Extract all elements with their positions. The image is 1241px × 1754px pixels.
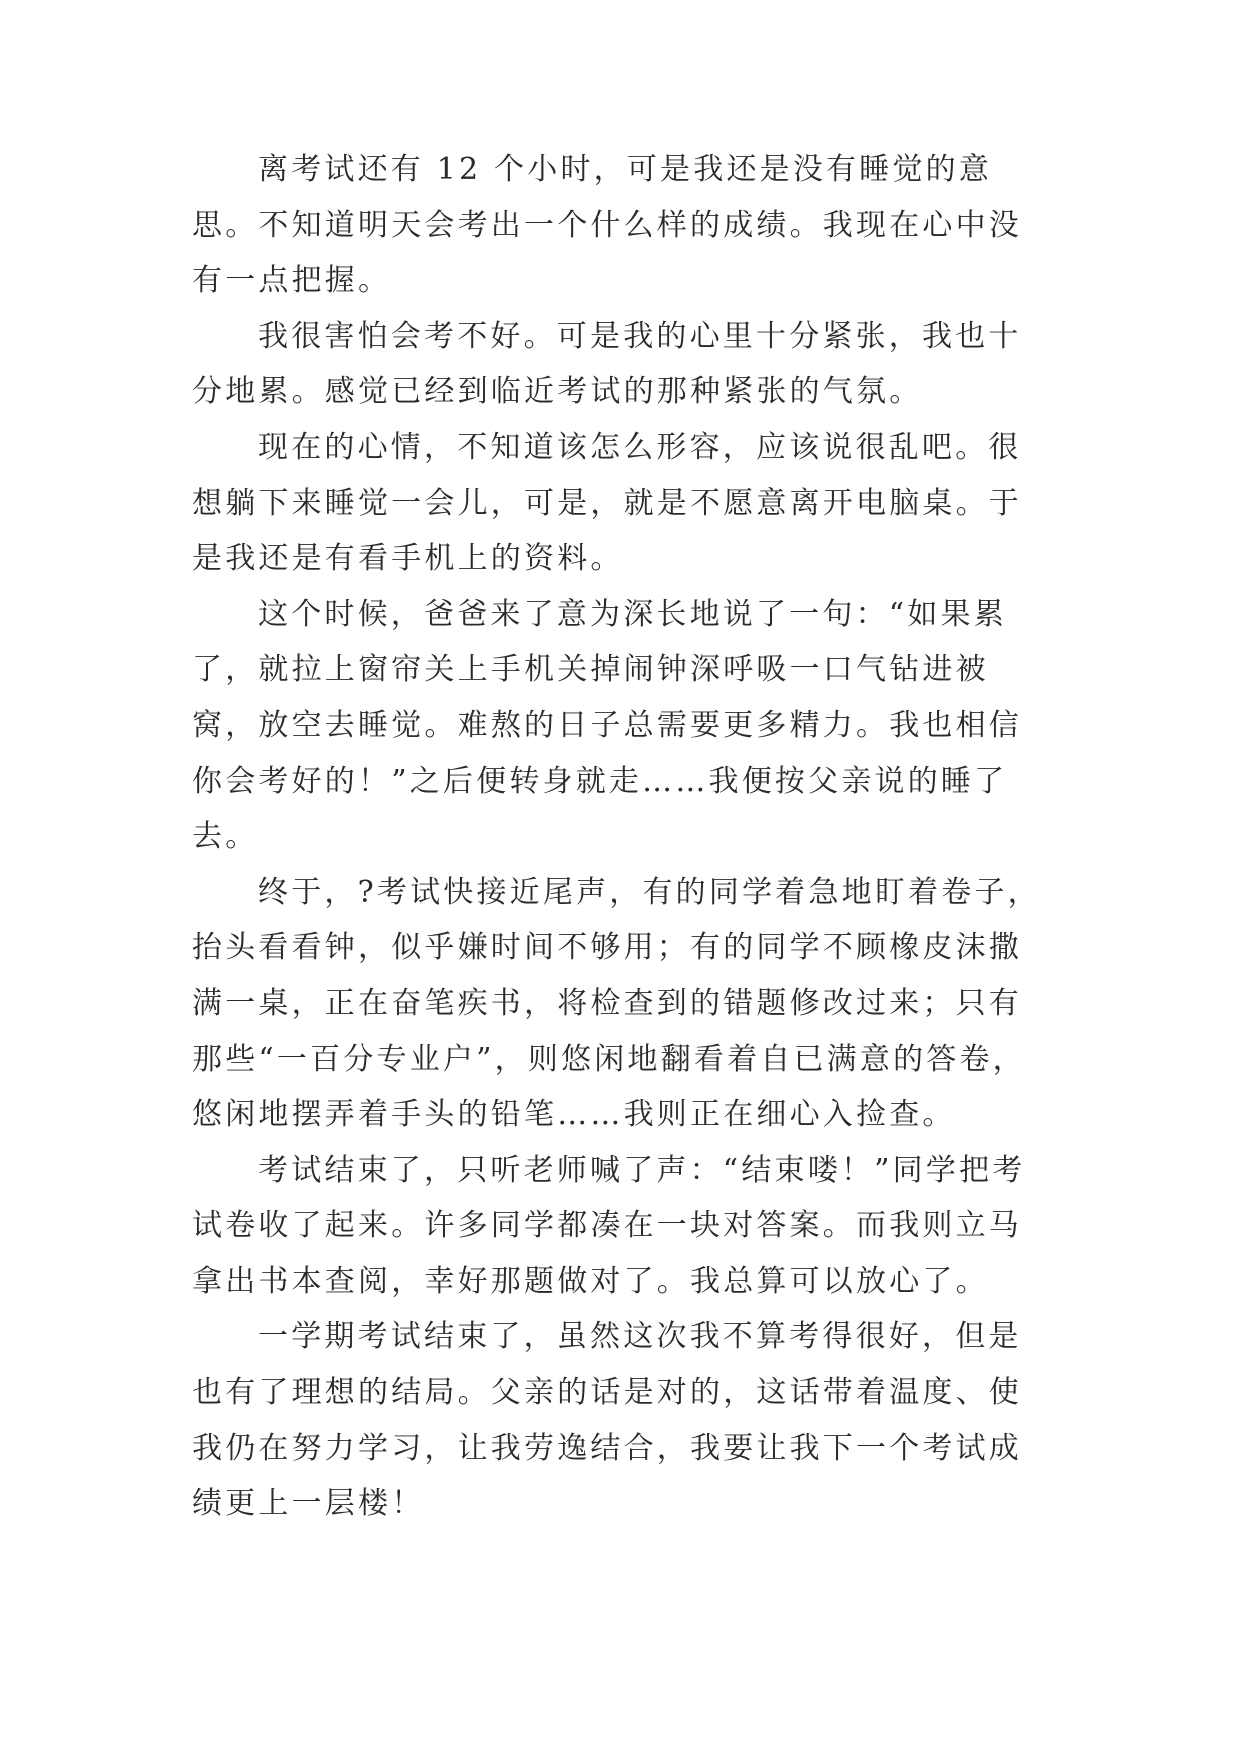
paragraph-5: 终于，?考试快接近尾声，有的同学着急地盯着卷子，抬头看看钟，似乎嫌时间不够用；有的同学不顾橡皮沫撒满一桌，正在奋笔疾书，将检查到的错题修改过来；只有那些“一百分专业户”，则悠闲地翻看着自已满意的答卷，悠闲地摆弄着手头的铅笔……我则正在细心入捡查。 (192, 874, 1041, 1133)
paragraph-4: 这个时候，爸爸来了意为深长地说了一句：“如果累了，就拉上窗帘关上手机关掉闹钟深呼吸一口气钻进被窝，放空去睡觉。难熬的日子总需要更多精力。我也相信你会考好的！”之后便转身就走……我便按父亲说的睡了去。 (192, 596, 1022, 855)
document-body (192, 142, 1052, 1532)
paragraph-1: 离考试还有 12 个小时，可是我还是没有睡觉的意思。不知道明天会考出一个什么样的成绩。我现在心中没有一点把握。 (192, 152, 1022, 299)
paragraph-2: 我很害怕会考不好。可是我的心里十分紧张，我也十分地累。感觉已经到临近考试的那种紧张的气氛。 (192, 318, 1022, 410)
paragraph-3: 现在的心情，不知道该怎么形容，应该说很乱吧。很想躺下来睡觉一会儿，可是，就是不愿意离开电脑桌。于是我还是有看手机上的资料。 (192, 429, 1022, 577)
paragraph-7: 一学期考试结束了，虽然这次我不算考得很好，但是也有了理想的结局。父亲的话是对的，这话带着温度、使我仍在努力学习，让我劳逸结合，我要让我下一个考试成绩更上一层楼！ (192, 1319, 1022, 1522)
paragraph-6: 考试结束了，只听老师喊了声：“结束喽！”同学把考试卷收了起来。许多同学都凑在一块对答案。而我则立马拿出书本查阅，幸好那题做对了。我总算可以放心了。 (192, 1152, 1026, 1299)
